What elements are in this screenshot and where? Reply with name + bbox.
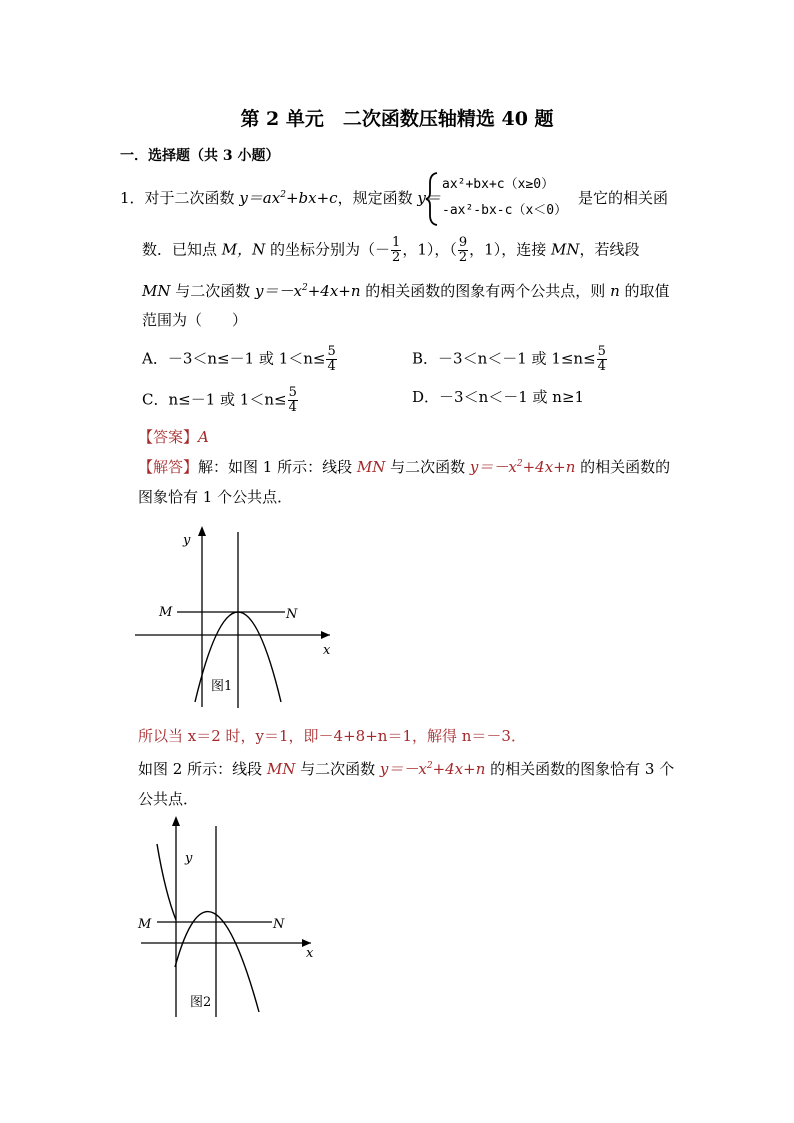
- parabola-curve: [175, 912, 259, 1012]
- solution-line4: 如图 2 所示：线段 MN 与二次函数 $y=-x^2+4x+n$ 的相关函数的图象恰有 3 个: [138, 760, 675, 778]
- fig2-y-label: y: [185, 851, 193, 866]
- fraction-half: $\frac{1}{2}$: [392, 235, 401, 265]
- fig2-n-label: N: [273, 917, 285, 932]
- q1-line3: MN 与二次函数 $y=-x^2+4x+n$ 的相关函数的图象有两个公共点，则 n 的取值: [142, 282, 670, 300]
- q1-y: y＝: [417, 189, 441, 207]
- fig1-n-label: N: [286, 607, 298, 622]
- q1-line1: [120, 187, 441, 209]
- solution-line1: 【解答】解：如图 1 所示：线段 MN 与二次函数 $y=-x^2+4x+n$ 的相关函数的: [138, 458, 671, 476]
- fig1-m-label: M: [159, 605, 173, 620]
- solution-line2: 图象恰有 1 个公共点．: [138, 488, 293, 506]
- fig1-caption: 图1: [211, 679, 233, 694]
- figure-1: [135, 522, 345, 712]
- option-b[interactable]: B．－3＜n＜－1 或 1≤n≤ $\frac{5}{4}$: [412, 344, 606, 374]
- q1-number: 1．: [120, 189, 145, 207]
- q1-line1-text-a: 对于二次函数: [144, 189, 240, 207]
- x-axis-arrow-icon: [321, 631, 330, 639]
- fig2-x-label: x: [306, 946, 314, 961]
- solution-label: 【解答】: [138, 458, 199, 476]
- solution-line3: 所以当 x＝2 时，y＝1，即－4+8+n＝1，解得 n＝－3．: [138, 727, 526, 745]
- solution-line5: 公共点．: [138, 790, 199, 808]
- answer: [138, 426, 209, 448]
- option-a[interactable]: A．－3＜n≤－1 或 1＜n≤ $\frac{5}{4}$: [142, 344, 336, 374]
- q1-line1-tail: 是它的相关函: [578, 189, 669, 207]
- y-axis-arrow-icon: [198, 526, 206, 536]
- figure-2: [135, 812, 335, 1022]
- fig2-caption: 图2: [190, 995, 212, 1010]
- section-heading: 一．选择题（共 3 小题）: [120, 148, 280, 164]
- page-title: 第 2 单元 二次函数压轴精选 40 题: [240, 108, 554, 130]
- fig2-m-label: M: [138, 917, 152, 932]
- answer-label: 【答案】: [138, 428, 199, 446]
- q1-line2: 数．已知点 M，N 的坐标分别为（－ $\frac{1}{2}$ ，1），（ $\frac{9}{2}$ ，1），连接 MN，若线段: [142, 235, 640, 265]
- left-branch-curve: [157, 844, 176, 920]
- option-d[interactable]: D．－3＜n＜－1 或 n≥1: [412, 388, 585, 406]
- answer-value: A: [198, 428, 209, 446]
- q1-line4: 范围为（ ）: [142, 311, 248, 329]
- q1-line1-text-b: ，规定函数: [337, 189, 418, 207]
- fig1-y-label: y: [183, 533, 191, 548]
- brace-icon: [424, 171, 440, 227]
- piece-positive: ax²+bx+c（x≥0）: [442, 177, 555, 192]
- fig1-x-label: x: [323, 643, 331, 658]
- option-c[interactable]: C．n≤－1 或 1＜n≤ $\frac{5}{4}$: [142, 385, 297, 415]
- q1-function: $y=ax^2+bx+c$: [239, 189, 338, 207]
- piece-negative: -ax²-bx-c（x＜0）: [442, 203, 568, 218]
- fraction-nine-halves: $\frac{9}{2}$: [458, 235, 468, 265]
- y-axis-arrow-icon: [172, 816, 180, 826]
